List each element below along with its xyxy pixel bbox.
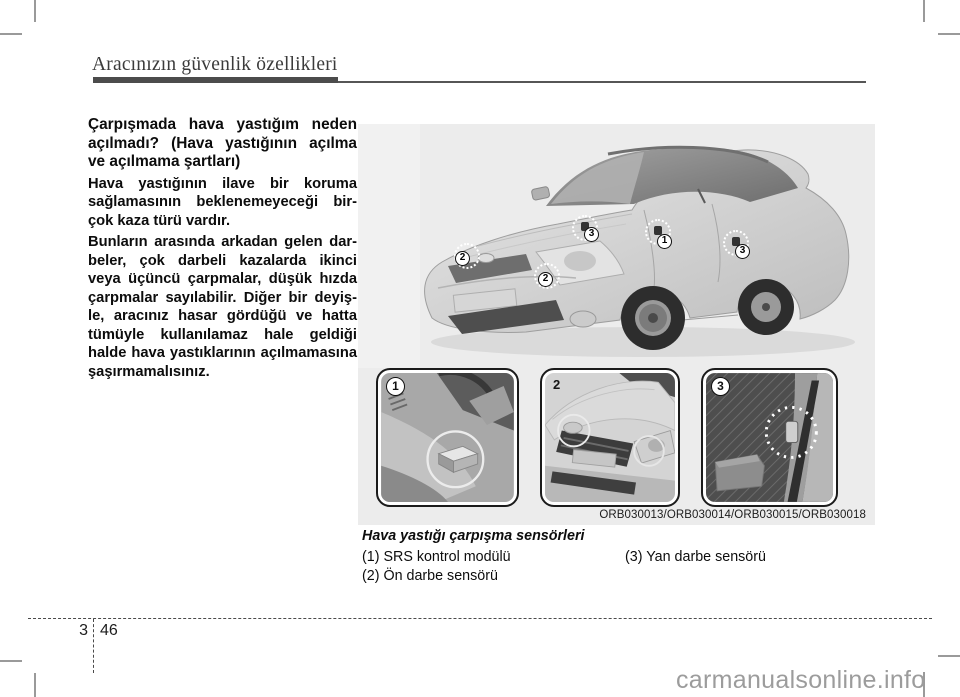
article-heading-line: Çarpışmada hava yastığım neden (88, 116, 357, 133)
car-illustration (408, 126, 873, 368)
legend-item-3 (625, 549, 766, 565)
article-heading-line: ve açılmama şartları) (88, 153, 241, 170)
inset-srs-module (376, 368, 519, 507)
legend-label: SRS kontrol modülü (383, 549, 511, 565)
article-heading-line: açılmadı? (Hava yastığının açılma (88, 134, 357, 152)
figure-panel (358, 124, 875, 525)
inset-number-badge: 1 (386, 377, 405, 396)
page-title: Aracınızın güvenlik özellikleri (92, 54, 338, 75)
legend-item-2 (362, 568, 498, 584)
crop-mark-top-left-v (34, 0, 36, 22)
legend-label: Yan darbe sensörü (646, 549, 766, 565)
inset-number-badge: 3 (711, 377, 730, 396)
legend-number: (3) (625, 549, 643, 565)
crop-mark-top-right-h (938, 33, 960, 35)
article-body-line: beler, çok darbeli kazalarda ikinci (88, 252, 357, 269)
legend-number: (2) (362, 568, 380, 584)
header-rule-thin (338, 81, 866, 83)
inset-front-sensor (540, 368, 680, 507)
chapter-number: 3 (79, 622, 88, 639)
front-impact-sensor-left-badge: 2 (455, 251, 470, 266)
header-rule-thick (93, 77, 338, 83)
watermark-link[interactable]: carmanualsonline.info (676, 666, 926, 694)
article-body-line: Bunların arasında arkadan gelen dar- (88, 234, 357, 250)
footer-dashed-rule (28, 618, 932, 619)
article-body-line: sağlamasının beklenemeyeceği bir- (88, 194, 357, 210)
srs-module-badge: 1 (657, 234, 672, 249)
photo-codes: ORB030013/ORB030014/ORB030015/ORB030018 (599, 509, 866, 521)
article-body-line: tümüyle kullanılamaz hale geldiği (88, 326, 357, 343)
article-body-line: Hava yastığının ilave bir koruma (88, 175, 357, 192)
legend-label: Ön darbe sensörü (383, 568, 498, 584)
crop-mark-bottom-right-h (938, 655, 960, 657)
front-impact-sensor-right-badge: 2 (538, 272, 553, 287)
article-column (88, 116, 357, 381)
side-impact-sensor-badge: 3 (735, 244, 750, 259)
article-body-line: halde hava yastıklarının açılmamasına (88, 345, 357, 361)
legend-number: (1) (362, 549, 380, 565)
legend-item-1 (362, 549, 511, 565)
crop-mark-bottom-left-h (0, 660, 22, 662)
article-body-line: çarpmalar sayılabilir. Diğer bir deyiş- (88, 289, 357, 306)
hood-sensor-badge: 3 (584, 227, 599, 242)
crop-mark-top-right-v (923, 0, 925, 22)
page-number: 46 (100, 622, 118, 639)
inset-side-sensor (701, 368, 838, 507)
figure-caption: Hava yastığı çarpışma sensörleri (362, 528, 585, 544)
article-body-line: şaşırmamalısınız. (88, 363, 210, 380)
article-body-line: veya üçüncü çarpmalar, düşük hızda (88, 271, 357, 287)
crop-mark-bottom-left-v (34, 673, 36, 697)
front-sensor-illustration (545, 373, 675, 502)
crop-mark-top-left-h (0, 33, 22, 35)
inset-number-label: 2 (553, 377, 561, 392)
article-body-line: le, aracınız hasar gördüğü ve hatta (88, 308, 357, 324)
article-body-line: çok kaza türü vardır. (88, 212, 231, 229)
footer-divider (93, 619, 94, 673)
